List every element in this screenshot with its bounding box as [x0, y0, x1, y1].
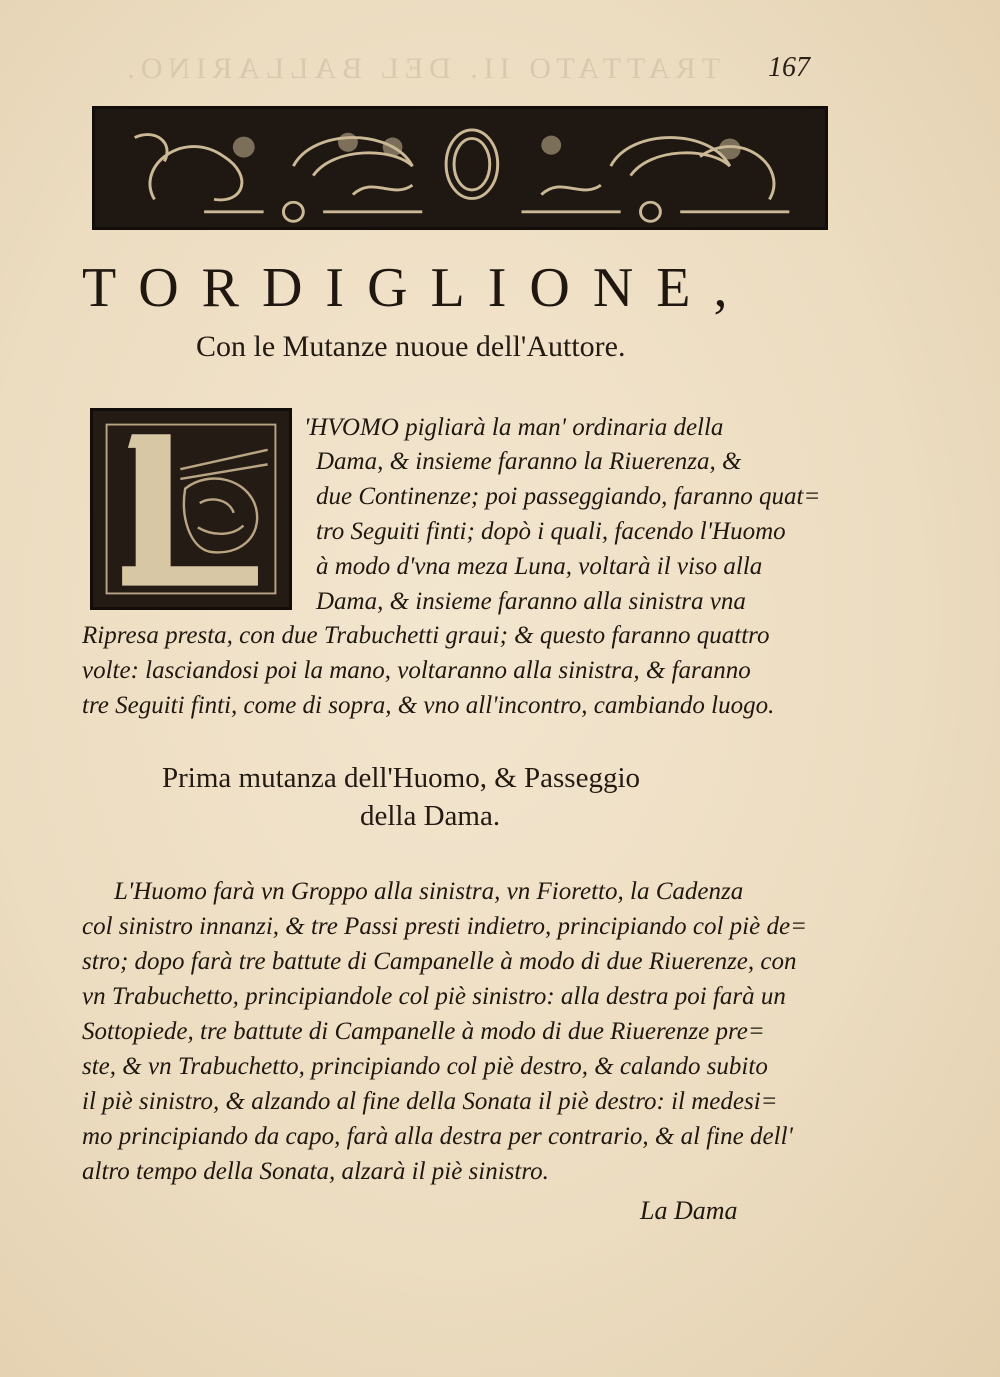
text-line: due Continenze; poi passeggiando, faranno quat= [316, 483, 821, 510]
text-line: stro; dopo farà tre battute di Campanelle à modo di due Riuerenze, con [82, 948, 797, 975]
catchword: La Dama [640, 1196, 738, 1225]
text-line: altro tempo della Sonata, alzarà il piè sinistro. [82, 1158, 549, 1185]
text-line: à modo d'vna meza Luna, voltarà il viso alla [316, 553, 763, 580]
text-line: vn Trabuchetto, principiandole col piè sinistro: alla destra poi farà un [82, 983, 786, 1010]
page-subtitle: Con le Mutanze nuoue dell'Auttore. [196, 330, 626, 363]
ornamental-woodcut-band-icon [92, 106, 828, 230]
section-heading: della Dama. [360, 800, 501, 832]
text-line: Dama, & insieme faranno la Riuerenza, & [316, 448, 742, 475]
text-line: Ripresa presta, con due Trabuchetti graui; & questo faranno quattro [82, 622, 770, 649]
text-line: Sottopiede, tre battute di Campanelle à modo di due Riuerenze pre= [82, 1018, 765, 1045]
text-line: ste, & vn Trabuchetto, principiando col piè destro, & calando subito [82, 1053, 768, 1080]
page-number: 167 [768, 52, 810, 83]
text-line: L'Huomo farà vn Groppo alla sinistra, vn Fioretto, la Cadenza [114, 878, 744, 905]
woodcut-initial-l-lion-icon [90, 408, 292, 610]
text-line: tro Seguiti finti; dopò i quali, facendo l'Huomo [316, 518, 786, 545]
text-line: mo principiando da capo, farà alla destra per contrario, & al fine dell' [82, 1123, 793, 1150]
text-line: 'HVOMO pigliarà la man' ordinaria della [304, 414, 724, 441]
text-line: il piè sinistro, & alzando al fine della Sonata il piè destro: il medesi= [82, 1088, 778, 1115]
text-line: Dama, & insieme faranno alla sinistra vna [316, 588, 746, 615]
section-heading: Prima mutanza dell'Huomo, & Passeggio [162, 762, 641, 794]
bleed-through-header: TRATTATO II. DEL BALLARINO. [121, 52, 720, 85]
page-title: TORDIGLIONE, [82, 257, 751, 319]
text-line: tre Seguiti finti, come di sopra, & vno all'incontro, cambiando luogo. [82, 692, 775, 719]
text-line: volte: lasciandosi poi la mano, voltaranno alla sinistra, & faranno [82, 657, 751, 684]
text-line: col sinistro innanzi, & tre Passi presti indietro, principiando col piè de= [82, 913, 807, 940]
